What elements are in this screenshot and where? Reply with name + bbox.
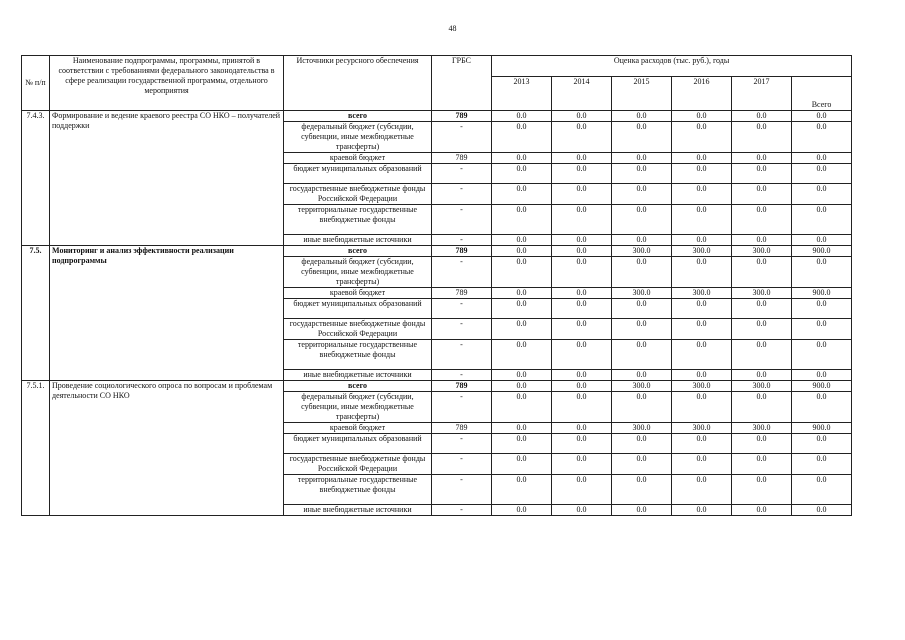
funding-source: федеральный бюджет (субсидии, субвенции, иные межбюджетные трансферты) bbox=[284, 257, 432, 288]
total-value: 0.0 bbox=[792, 370, 852, 381]
funding-source: бюджет муниципальных образований bbox=[284, 299, 432, 319]
year-value: 300.0 bbox=[612, 246, 672, 257]
total-value: 0.0 bbox=[792, 122, 852, 153]
year-value: 0.0 bbox=[492, 340, 552, 370]
year-value: 0.0 bbox=[492, 257, 552, 288]
funding-source: иные внебюджетные источники bbox=[284, 235, 432, 246]
year-value: 0.0 bbox=[552, 475, 612, 505]
year-value: 0.0 bbox=[672, 370, 732, 381]
page-number: 48 bbox=[448, 24, 457, 33]
year-value: 0.0 bbox=[552, 164, 612, 184]
year-value: 0.0 bbox=[552, 392, 612, 423]
year-value: 0.0 bbox=[612, 434, 672, 454]
year-value: 0.0 bbox=[612, 205, 672, 235]
year-value: 0.0 bbox=[552, 299, 612, 319]
year-value: 300.0 bbox=[612, 288, 672, 299]
grbs-code: 789 bbox=[432, 246, 492, 257]
year-value: 0.0 bbox=[492, 153, 552, 164]
item-number: 7.5.1. bbox=[22, 381, 50, 516]
grbs-code: - bbox=[432, 205, 492, 235]
year-value: 300.0 bbox=[672, 288, 732, 299]
item-number: 7.5. bbox=[22, 246, 50, 381]
year-value: 0.0 bbox=[732, 164, 792, 184]
grbs-code: - bbox=[432, 122, 492, 153]
year-value: 300.0 bbox=[732, 381, 792, 392]
year-value: 0.0 bbox=[492, 184, 552, 205]
total-value: 0.0 bbox=[792, 505, 852, 516]
funding-source: государственные внебюджетные фонды Российской Федерации bbox=[284, 319, 432, 340]
year-value: 0.0 bbox=[612, 299, 672, 319]
year-value: 0.0 bbox=[552, 454, 612, 475]
year-value: 300.0 bbox=[732, 423, 792, 434]
total-value: 0.0 bbox=[792, 340, 852, 370]
grbs-code: - bbox=[432, 319, 492, 340]
year-value: 0.0 bbox=[732, 122, 792, 153]
year-value: 0.0 bbox=[732, 392, 792, 423]
year-value: 0.0 bbox=[492, 164, 552, 184]
year-value: 0.0 bbox=[552, 340, 612, 370]
year-value: 0.0 bbox=[552, 153, 612, 164]
total-value: 0.0 bbox=[792, 111, 852, 122]
table-row bbox=[22, 246, 852, 257]
header-name: Наименование подпрограммы, программы, принятой в соответствии с требованиями федерального законодательства в сфере реализации государственной программы, отдельного мероприятия bbox=[50, 56, 284, 111]
year-value: 0.0 bbox=[732, 153, 792, 164]
funding-source: федеральный бюджет (субсидии, субвенции, иные межбюджетные трансферты) bbox=[284, 392, 432, 423]
header-num: № п/п bbox=[22, 56, 50, 111]
total-value: 0.0 bbox=[792, 235, 852, 246]
year-value: 0.0 bbox=[672, 111, 732, 122]
year-value: 0.0 bbox=[552, 370, 612, 381]
year-value: 0.0 bbox=[672, 235, 732, 246]
year-value: 0.0 bbox=[492, 370, 552, 381]
year-value: 0.0 bbox=[492, 454, 552, 475]
year-value: 0.0 bbox=[732, 319, 792, 340]
year-value: 0.0 bbox=[492, 288, 552, 299]
table-body bbox=[22, 111, 852, 516]
funding-source: федеральный бюджет (субсидии, субвенции, иные межбюджетные трансферты) bbox=[284, 122, 432, 153]
grbs-code: 789 bbox=[432, 153, 492, 164]
funding-source: всего bbox=[284, 381, 432, 392]
item-name: Проведение социологического опроса по вопросам и проблемам деятельности СО НКО bbox=[50, 381, 284, 516]
funding-source: государственные внебюджетные фонды Российской Федерации bbox=[284, 454, 432, 475]
year-value: 0.0 bbox=[732, 340, 792, 370]
grbs-code: 789 bbox=[432, 423, 492, 434]
item-number: 7.4.3. bbox=[22, 111, 50, 246]
total-value: 0.0 bbox=[792, 164, 852, 184]
year-value: 0.0 bbox=[492, 246, 552, 257]
year-value: 0.0 bbox=[732, 257, 792, 288]
funding-source: бюджет муниципальных образований bbox=[284, 434, 432, 454]
year-value: 0.0 bbox=[612, 257, 672, 288]
year-value: 0.0 bbox=[672, 164, 732, 184]
grbs-code: - bbox=[432, 454, 492, 475]
year-value: 0.0 bbox=[552, 423, 612, 434]
year-value: 0.0 bbox=[732, 475, 792, 505]
total-value: 0.0 bbox=[792, 257, 852, 288]
item-name: Формирование и ведение краевого реестра СО НКО – получателей поддержки bbox=[50, 111, 284, 246]
total-value: 0.0 bbox=[792, 184, 852, 205]
year-value: 0.0 bbox=[672, 299, 732, 319]
grbs-code: 789 bbox=[432, 111, 492, 122]
year-value: 0.0 bbox=[672, 392, 732, 423]
total-value: 0.0 bbox=[792, 299, 852, 319]
header-grbs: ГРБС bbox=[432, 56, 492, 111]
year-value: 300.0 bbox=[672, 246, 732, 257]
grbs-code: - bbox=[432, 370, 492, 381]
year-value: 0.0 bbox=[552, 319, 612, 340]
table-header bbox=[22, 56, 852, 111]
year-value: 0.0 bbox=[612, 392, 672, 423]
year-value: 0.0 bbox=[672, 122, 732, 153]
grbs-code: - bbox=[432, 299, 492, 319]
funding-source: территориальные государственные внебюджетные фонды bbox=[284, 340, 432, 370]
grbs-code: - bbox=[432, 475, 492, 505]
header-source: Источники ресурсного обеспечения bbox=[284, 56, 432, 111]
year-value: 300.0 bbox=[672, 423, 732, 434]
year-value: 0.0 bbox=[732, 111, 792, 122]
grbs-code: - bbox=[432, 505, 492, 516]
table-row bbox=[22, 111, 852, 122]
funding-source: краевой бюджет bbox=[284, 288, 432, 299]
funding-source: территориальные государственные внебюджетные фонды bbox=[284, 205, 432, 235]
year-value: 0.0 bbox=[672, 184, 732, 205]
year-value: 0.0 bbox=[552, 111, 612, 122]
funding-source: всего bbox=[284, 246, 432, 257]
year-value: 0.0 bbox=[612, 164, 672, 184]
year-value: 0.0 bbox=[552, 205, 612, 235]
year-value: 0.0 bbox=[612, 184, 672, 205]
year-value: 0.0 bbox=[732, 454, 792, 475]
year-value: 0.0 bbox=[492, 319, 552, 340]
year-value: 0.0 bbox=[732, 299, 792, 319]
year-value: 0.0 bbox=[612, 122, 672, 153]
year-value: 0.0 bbox=[732, 205, 792, 235]
total-value: 0.0 bbox=[792, 434, 852, 454]
grbs-code: - bbox=[432, 257, 492, 288]
year-value: 0.0 bbox=[552, 257, 612, 288]
funding-source: иные внебюджетные источники bbox=[284, 505, 432, 516]
year-value: 0.0 bbox=[552, 381, 612, 392]
year-value: 0.0 bbox=[672, 340, 732, 370]
header-year: 2014 bbox=[552, 77, 612, 111]
year-value: 0.0 bbox=[612, 235, 672, 246]
total-value: 0.0 bbox=[792, 319, 852, 340]
year-value: 0.0 bbox=[672, 205, 732, 235]
funding-source: бюджет муниципальных образований bbox=[284, 164, 432, 184]
year-value: 0.0 bbox=[552, 184, 612, 205]
header-year: 2017 bbox=[732, 77, 792, 111]
year-value: 0.0 bbox=[492, 111, 552, 122]
year-value: 0.0 bbox=[492, 381, 552, 392]
year-value: 0.0 bbox=[552, 246, 612, 257]
funding-source: всего bbox=[284, 111, 432, 122]
grbs-code: 789 bbox=[432, 288, 492, 299]
year-value: 0.0 bbox=[612, 475, 672, 505]
year-value: 0.0 bbox=[672, 454, 732, 475]
year-value: 0.0 bbox=[732, 235, 792, 246]
total-value: 900.0 bbox=[792, 246, 852, 257]
total-value: 0.0 bbox=[792, 475, 852, 505]
header-year: 2015 bbox=[612, 77, 672, 111]
year-value: 0.0 bbox=[552, 122, 612, 153]
total-value: 0.0 bbox=[792, 392, 852, 423]
year-value: 0.0 bbox=[492, 423, 552, 434]
grbs-code: 789 bbox=[432, 381, 492, 392]
year-value: 0.0 bbox=[612, 319, 672, 340]
year-value: 300.0 bbox=[672, 381, 732, 392]
year-value: 0.0 bbox=[732, 505, 792, 516]
year-value: 0.0 bbox=[612, 153, 672, 164]
item-name: Мониторинг и анализ эффективности реализации подпрограммы bbox=[50, 246, 284, 381]
year-value: 0.0 bbox=[612, 454, 672, 475]
year-value: 0.0 bbox=[672, 434, 732, 454]
budget-table bbox=[21, 55, 852, 516]
total-value: 0.0 bbox=[792, 205, 852, 235]
year-value: 0.0 bbox=[492, 205, 552, 235]
year-value: 0.0 bbox=[552, 505, 612, 516]
year-value: 0.0 bbox=[672, 257, 732, 288]
total-value: 900.0 bbox=[792, 423, 852, 434]
header-total: Всего bbox=[792, 77, 852, 111]
year-value: 0.0 bbox=[492, 434, 552, 454]
year-value: 0.0 bbox=[492, 392, 552, 423]
year-value: 0.0 bbox=[552, 235, 612, 246]
total-value: 900.0 bbox=[792, 288, 852, 299]
year-value: 0.0 bbox=[732, 184, 792, 205]
year-value: 0.0 bbox=[612, 370, 672, 381]
funding-source: иные внебюджетные источники bbox=[284, 370, 432, 381]
year-value: 0.0 bbox=[672, 505, 732, 516]
total-value: 0.0 bbox=[792, 153, 852, 164]
year-value: 0.0 bbox=[492, 235, 552, 246]
total-value: 900.0 bbox=[792, 381, 852, 392]
year-value: 0.0 bbox=[492, 122, 552, 153]
year-value: 300.0 bbox=[612, 381, 672, 392]
year-value: 0.0 bbox=[732, 370, 792, 381]
year-value: 300.0 bbox=[732, 288, 792, 299]
grbs-code: - bbox=[432, 340, 492, 370]
grbs-code: - bbox=[432, 184, 492, 205]
header-year: 2016 bbox=[672, 77, 732, 111]
year-value: 300.0 bbox=[732, 246, 792, 257]
grbs-code: - bbox=[432, 392, 492, 423]
total-value: 0.0 bbox=[792, 454, 852, 475]
year-value: 0.0 bbox=[732, 434, 792, 454]
grbs-code: - bbox=[432, 434, 492, 454]
year-value: 0.0 bbox=[612, 505, 672, 516]
funding-source: территориальные государственные внебюджетные фонды bbox=[284, 475, 432, 505]
table-row bbox=[22, 381, 852, 392]
year-value: 0.0 bbox=[552, 434, 612, 454]
grbs-code: - bbox=[432, 164, 492, 184]
year-value: 0.0 bbox=[552, 288, 612, 299]
funding-source: краевой бюджет bbox=[284, 153, 432, 164]
year-value: 0.0 bbox=[492, 299, 552, 319]
year-value: 300.0 bbox=[612, 423, 672, 434]
funding-source: краевой бюджет bbox=[284, 423, 432, 434]
year-value: 0.0 bbox=[612, 111, 672, 122]
header-year: 2013 bbox=[492, 77, 552, 111]
year-value: 0.0 bbox=[672, 475, 732, 505]
grbs-code: - bbox=[432, 235, 492, 246]
year-value: 0.0 bbox=[492, 475, 552, 505]
year-value: 0.0 bbox=[612, 340, 672, 370]
year-value: 0.0 bbox=[672, 319, 732, 340]
year-value: 0.0 bbox=[672, 153, 732, 164]
year-value: 0.0 bbox=[492, 505, 552, 516]
funding-source: государственные внебюджетные фонды Российской Федерации bbox=[284, 184, 432, 205]
header-estimate: Оценка расходов (тыс. руб.), годы bbox=[492, 56, 852, 77]
